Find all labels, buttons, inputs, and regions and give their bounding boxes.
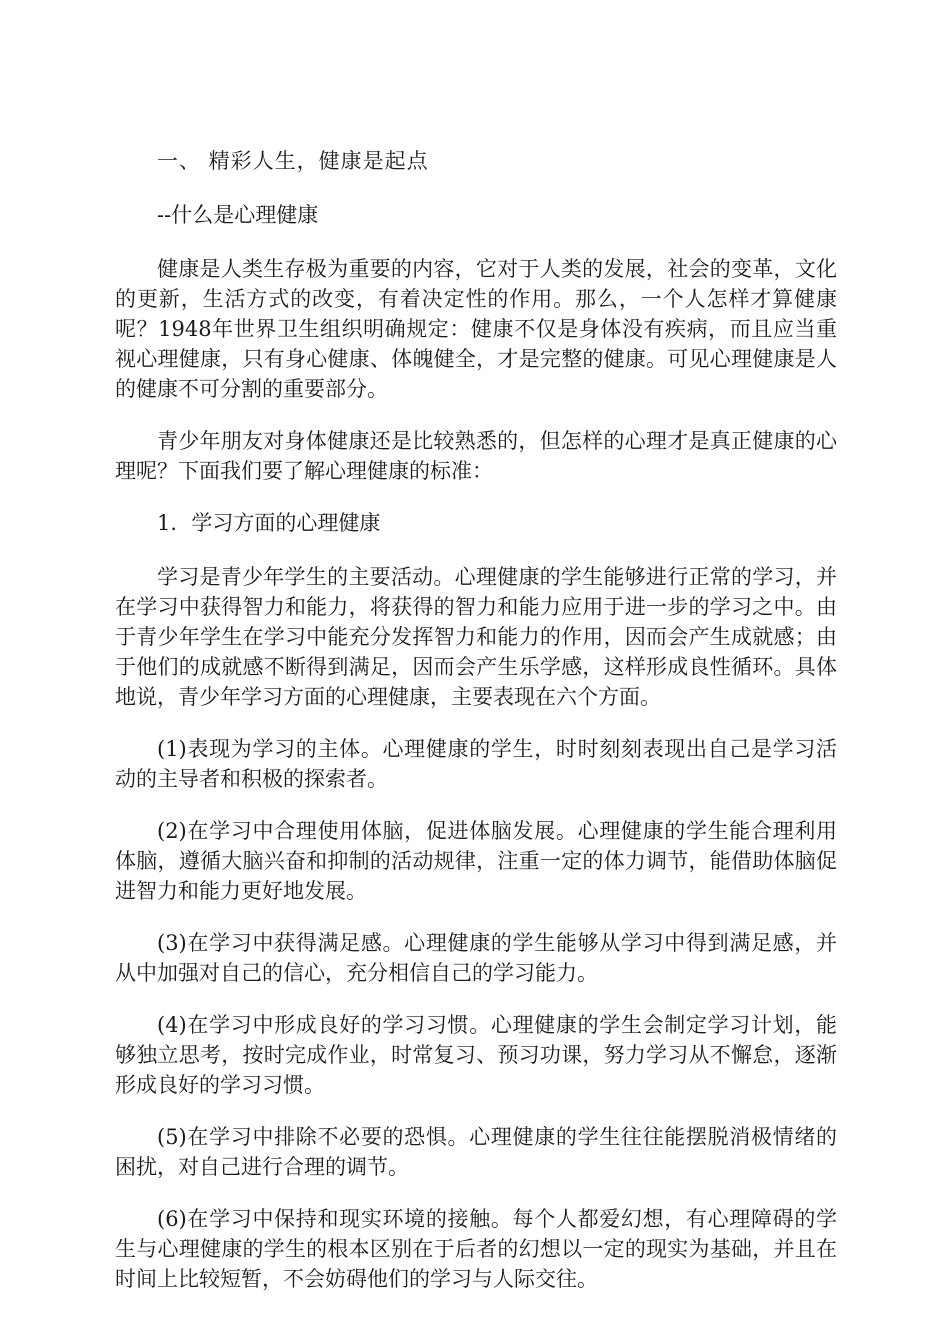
document-title: 一、 精彩人生，健康是起点 <box>157 149 429 173</box>
section-heading: 1．学习方面的心理健康 <box>157 511 381 535</box>
list-item-6: (6)在学习中保持和现实环境的接触。每个人都爱幻想，有心理障碍的学生与心理健康的学生的根本区别在于后者的幻想以一定的现实为基础，并且在时间上比较短暂，不会妨碍他们的学习与人际交往。 <box>115 1207 837 1291</box>
paragraph-mental-health-standards: 青少年朋友对身体健康还是比较熟悉的，但怎样的心理才是真正健康的心理呢？下面我们要了解心理健康的标准： <box>115 429 837 483</box>
list-item-1: (1)表现为学习的主体。心理健康的学生，时时刻刻表现出自己是学习活动的主导者和积极的探索者。 <box>115 737 837 791</box>
document-body <box>115 146 837 1294</box>
list-item-2: (2)在学习中合理使用体脑，促进体脑发展。心理健康的学生能合理利用体脑，遵循大脑兴奋和抑制的活动规律，注重一定的体力调节，能借助体脑促进智力和能力更好地发展。 <box>115 819 837 903</box>
list-item-3: (3)在学习中获得满足感。心理健康的学生能够从学习中得到满足感，并从中加强对自己的信心，充分相信自己的学习能力。 <box>115 931 837 985</box>
document-subtitle: --什么是心理健康 <box>157 203 319 227</box>
section-intro-paragraph: 学习是青少年学生的主要活动。心理健康的学生能够进行正常的学习，并在学习中获得智力和能力，将获得的智力和能力应用于进一步的学习之中。由于青少年学生在学习中能充分发挥智力和能力的作用，因而会产生成就感；由于他们的成就感不断得到满足，因而会产生乐学感，这样形成良性循环。具体地说，青少年学习方面的心理健康，主要表现在六个方面。 <box>115 565 837 709</box>
list-item-4: (4)在学习中形成良好的学习习惯。心理健康的学生会制定学习计划，能够独立思考，按时完成作业，时常复习、预习功课，努力学习从不懈怠，逐渐形成良好的学习习惯。 <box>115 1013 837 1097</box>
list-item-5: (5)在学习中排除不必要的恐惧。心理健康的学生往往能摆脱消极情绪的困扰，对自己进行合理的调节。 <box>115 1125 837 1179</box>
paragraph-health-definition: 健康是人类生存极为重要的内容，它对于人类的发展，社会的变革，文化的更新，生活方式的改变，有着决定性的作用。那么，一个人怎样才算健康呢？1948年世界卫生组织明确规定：健康不仅是身体没有疾病，而且应当重视心理健康，只有身心健康、体魄健全，才是完整的健康。可见心理健康是人的健康不可分割的重要部分。 <box>115 257 837 401</box>
